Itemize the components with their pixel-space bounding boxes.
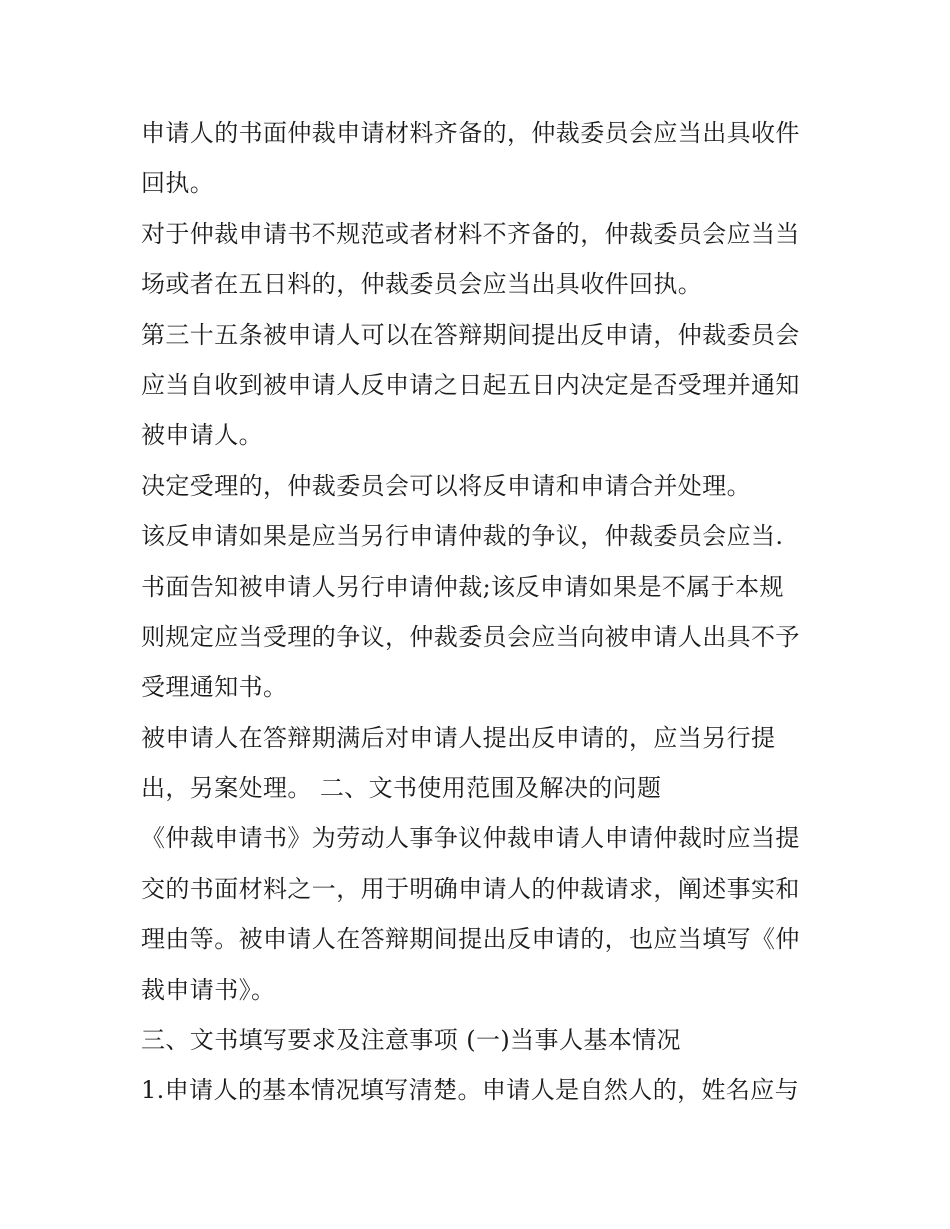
text-line: 理由等。被申请人在答辩期间提出反申请的，也应当填写《仲: [141, 925, 800, 954]
text-line: 则规定应当受理的争议，仲裁委员会应当向被申请人出具不予: [141, 622, 800, 651]
text-line: 回执。: [141, 169, 215, 198]
text-line: 被申请人。: [141, 421, 263, 450]
text-line: 1.申请人的基本情况填写清楚。申请人是自然人的，姓名应与: [141, 1076, 800, 1105]
text-line: 第三十五条被申请人可以在答辩期间提出反申请，仲裁委员会: [141, 320, 800, 349]
text-line: 该反申请如果是应当另行申请仲裁的争议，仲裁委员会应当.: [141, 522, 784, 551]
text-line: 被申请人在答辩期满后对申请人提出反申请的，应当另行提: [141, 723, 776, 752]
text-line: 裁申请书》。: [141, 975, 276, 1004]
text-line: 场或者在五日料的，仲裁委员会应当出具收件回执。: [141, 270, 703, 299]
text-line: 书面告知被申请人另行申请仲裁;该反申请如果是不属于本规: [141, 572, 784, 601]
text-line: 出，另案处理。 二、文书使用范围及解决的问题: [141, 774, 662, 803]
text-line: 申请人的书面仲裁申请材料齐备的，仲裁委员会应当出具收件: [141, 119, 800, 147]
text-line: 《仲裁申请书》为劳动人事争议仲裁申请人申请仲裁时应当提: [141, 824, 800, 853]
text-line: 应当自收到被申请人反申请之日起五日内决定是否受理并通知: [141, 370, 800, 399]
text-line: 对于仲裁申请书不规范或者材料不齐备的，仲裁委员会应当当: [141, 219, 800, 248]
text-line: 决定受理的，仲裁委员会可以将反申请和申请合并处理。: [141, 471, 751, 500]
document-body: [141, 108, 821, 1116]
text-line: 交的书面材料之一，用于明确申请人的仲裁请求，阐述事实和: [141, 874, 800, 903]
text-line: 受理通知书。: [141, 673, 288, 702]
text-line: 三、文书填写要求及注意事项 (一)当事人基本情况: [141, 1026, 681, 1055]
